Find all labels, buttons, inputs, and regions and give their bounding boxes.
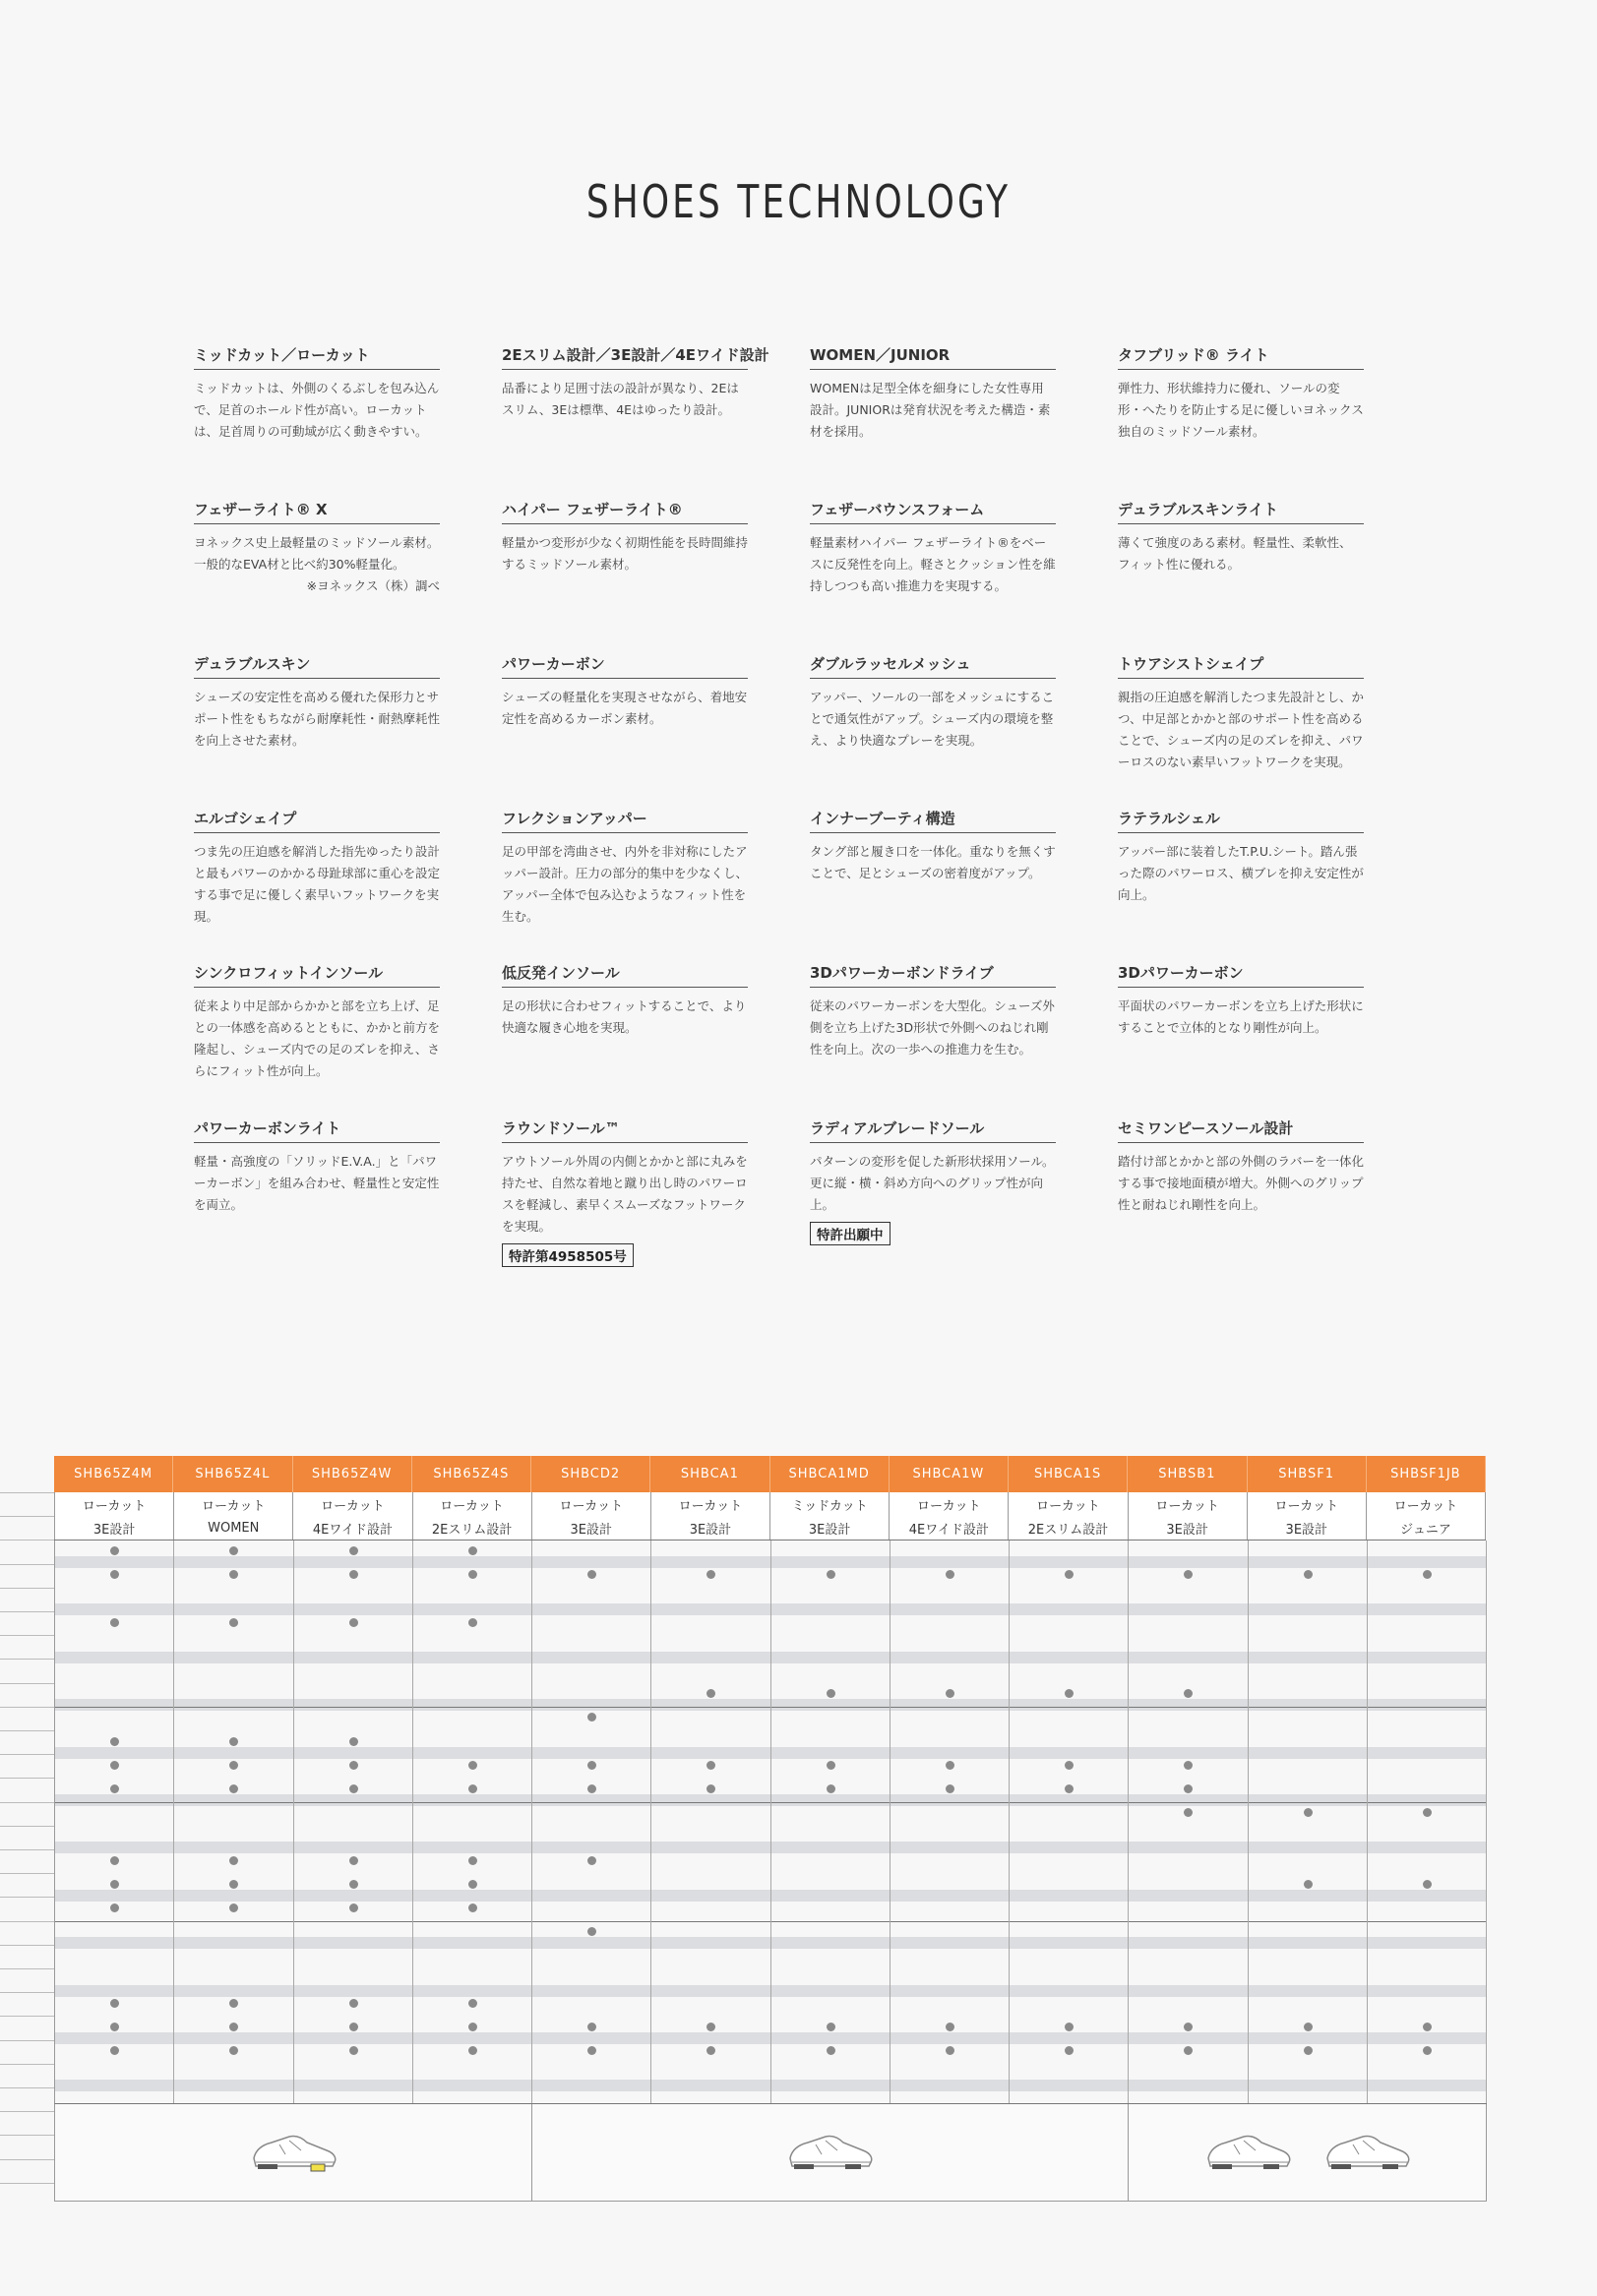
- technology-name: 2Eスリム設計／3E設計／4Eワイド設計: [502, 344, 748, 370]
- feature-dot: [1065, 1761, 1074, 1770]
- feature-dot: [229, 1737, 238, 1746]
- model-cut: ローカット: [1248, 1492, 1367, 1516]
- model-code: SHB65Z4S: [412, 1456, 531, 1492]
- model-cut: ローカット: [293, 1492, 412, 1516]
- feature-dot: [587, 1784, 596, 1793]
- technology-description: シューズの安定性を高める優れた保形力とサポート性をもちながら耐摩耗性・耐熱摩耗性を向上させた素材。: [194, 690, 441, 748]
- column-line: [1248, 1541, 1249, 2112]
- model-cut: ローカット: [651, 1492, 770, 1516]
- feature-dot: [1184, 1689, 1193, 1698]
- feature-dot: [468, 1618, 477, 1627]
- technology-description: 足の甲部を湾曲させ、内外を非対称にしたアッパー設計。圧力の部分的集中を少なくし、アッパー全体で包み込むようなフィット性を生む。: [502, 844, 749, 924]
- technology-item: [502, 344, 769, 421]
- feature-dot: [349, 1546, 358, 1555]
- footer-divider: [531, 2104, 532, 2201]
- model-fit: 2Eスリム設計: [1009, 1516, 1128, 1540]
- model-cut: ローカット: [1009, 1492, 1128, 1516]
- technology-description: アッパー部に装着したT.P.U.シート。踏ん張った際のパワーロス、横ブレを抑え安定性が向上。: [1118, 844, 1364, 902]
- feature-dot: [1065, 1570, 1074, 1579]
- technology-name: インナーブーティ構造: [810, 808, 1056, 833]
- feature-dot: [110, 1999, 119, 2008]
- column-line: [1367, 1541, 1368, 2112]
- technology-name: 低反発インソール: [502, 962, 748, 988]
- feature-dot: [110, 2046, 119, 2055]
- feature-dot: [468, 1761, 477, 1770]
- technology-item: [194, 808, 440, 928]
- feature-dot: [229, 1618, 238, 1627]
- technology-description: 平面状のパワーカーボンを立ち上げた形状にすることで立体的となり剛性が向上。: [1118, 998, 1364, 1035]
- feature-dot: [946, 1784, 954, 1793]
- model-code: SHBCA1S: [1009, 1456, 1128, 1492]
- model-code: SHBCA1: [650, 1456, 769, 1492]
- patent-badge: 特許第4958505号: [502, 1243, 634, 1267]
- shoe-outline-icon: [1323, 2129, 1412, 2180]
- technology-description: 親指の圧迫感を解消したつま先設計とし、かつ、中足部とかかと部のサポート性を高めることで、シューズ内の足のズレを抑え、パワーロスのない素早いフットワークを実現。: [1118, 690, 1365, 769]
- fit-row: [54, 1516, 1486, 1541]
- technology-name: WOMEN／JUNIOR: [810, 344, 1056, 370]
- feature-dot: [349, 1618, 358, 1627]
- column-line: [770, 1541, 771, 2112]
- feature-dot: [706, 1570, 715, 1579]
- feature-dot: [110, 1761, 119, 1770]
- row-stripe: [55, 2032, 1487, 2044]
- feature-dot: [349, 2023, 358, 2031]
- technology-name: 3Dパワーカーボンドライブ: [810, 962, 1056, 988]
- row-stripe: [55, 1794, 1487, 1806]
- feature-dot: [468, 2023, 477, 2031]
- feature-dot: [229, 1903, 238, 1912]
- technology-name: ラディアルブレードソール: [810, 1118, 1056, 1143]
- model-cut: ローカット: [890, 1492, 1009, 1516]
- technology-name: デュラブルスキン: [194, 653, 440, 679]
- row-stripe: [55, 1842, 1487, 1853]
- technology-name: デュラブルスキンライト: [1118, 499, 1364, 524]
- technology-description: タング部と履き口を一体化。重なりを無くすことで、足とシューズの密着度がアップ。: [810, 844, 1056, 880]
- feature-dot: [229, 1784, 238, 1793]
- table-margin: [0, 1456, 54, 2200]
- technology-description: 従来より中足部からかかと部を立ち上げ、足との一体感を高めるとともに、かかと前方を隆起し、シューズ内での足のズレを抑え、さらにフィット性が向上。: [194, 998, 441, 1078]
- feature-dot: [229, 2046, 238, 2055]
- feature-dot: [229, 1999, 238, 2008]
- technology-item: [810, 499, 1056, 597]
- feature-dot: [110, 1737, 119, 1746]
- model-cut: ローカット: [174, 1492, 293, 1516]
- feature-dot: [946, 2046, 954, 2055]
- feature-dot: [468, 1856, 477, 1865]
- column-line: [173, 1541, 174, 2112]
- technology-name: トウアシストシェイプ: [1118, 653, 1364, 679]
- feature-dot: [1423, 2023, 1432, 2031]
- technology-name: ハイパー フェザーライト®: [502, 499, 748, 524]
- model-fit: 3E設計: [54, 1516, 174, 1540]
- technology-item: [502, 962, 748, 1039]
- row-stripe: [55, 1556, 1487, 1568]
- feature-dot: [349, 1761, 358, 1770]
- feature-dot: [229, 2023, 238, 2031]
- feature-dot: [110, 1546, 119, 1555]
- model-header-row: [54, 1456, 1486, 1492]
- technology-item: [1118, 1118, 1364, 1216]
- model-code: SHB65Z4L: [173, 1456, 292, 1492]
- technology-name: エルゴシェイプ: [194, 808, 440, 833]
- feature-dot: [1065, 1784, 1074, 1793]
- footer-divider: [1128, 2104, 1129, 2201]
- row-stripe: [55, 1603, 1487, 1615]
- technology-description: ミッドカットは、外側のくるぶしを包み込んで、足首のホールド性が高い。ローカットは、足首周りの可動域が広く動きやすい。: [194, 381, 440, 439]
- feature-dot: [1184, 1570, 1193, 1579]
- technology-description: WOMENは足型全体を細身にした女性専用設計。JUNIORは発育状況を考えた構造・素材を採用。: [810, 381, 1051, 439]
- feature-dot: [587, 2023, 596, 2031]
- model-fit: 3E設計: [532, 1516, 651, 1540]
- column-line: [1009, 1541, 1010, 2112]
- row-stripe: [55, 1747, 1487, 1759]
- technology-name: パワーカーボン: [502, 653, 748, 679]
- technology-item: [1118, 499, 1364, 575]
- group-separator: [55, 1921, 1487, 1922]
- model-code: SHB65Z4M: [54, 1456, 173, 1492]
- model-fit: 3E設計: [1129, 1516, 1248, 1540]
- technology-item: [194, 344, 440, 443]
- feature-dot: [1423, 1570, 1432, 1579]
- feature-dot: [1423, 2046, 1432, 2055]
- technology-name: フェザーライト® X: [194, 499, 440, 524]
- feature-dot: [1184, 1808, 1193, 1817]
- feature-dot: [468, 1546, 477, 1555]
- technology-description: パターンの変形を促した新形状採用ソール。更に縦・横・斜め方向へのグリップ性が向上。: [810, 1154, 1055, 1212]
- feature-dot: [229, 1856, 238, 1865]
- technology-name: フェザーバウンスフォーム: [810, 499, 1056, 524]
- feature-dot: [1065, 1689, 1074, 1698]
- technology-description: 足の形状に合わせフィットすることで、より快適な履き心地を実現。: [502, 998, 747, 1035]
- group-separator: [55, 1802, 1487, 1803]
- model-cut: ローカット: [1367, 1492, 1486, 1516]
- feature-dot: [349, 1570, 358, 1579]
- feature-dot: [587, 1927, 596, 1936]
- technology-name: ミッドカット／ローカット: [194, 344, 440, 370]
- shoe-outline-icon: [1204, 2129, 1293, 2180]
- column-line: [293, 1541, 294, 2112]
- shoe-outline-icon: [250, 2129, 338, 2180]
- feature-dot: [468, 1999, 477, 2008]
- feature-dot: [706, 2046, 715, 2055]
- feature-dot: [229, 1880, 238, 1889]
- technology-description: 軽量かつ変形が少なく初期性能を長時間維持するミッドソール素材。: [502, 535, 749, 572]
- technology-description: 従来のパワーカーボンを大型化。シューズ外側を立ち上げた3D形状で外側へのねじれ剛性を向上。次の一歩への推進力を生む。: [810, 998, 1055, 1057]
- row-stripe: [55, 1985, 1487, 1997]
- technology-item: [1118, 808, 1364, 906]
- feature-dot: [827, 1570, 835, 1579]
- model-fit: 3E設計: [770, 1516, 890, 1540]
- model-cut: ローカット: [54, 1492, 174, 1516]
- feature-dot: [1423, 1880, 1432, 1889]
- technology-name: タフブリッド® ライト: [1118, 344, 1364, 370]
- feature-dot: [946, 1570, 954, 1579]
- model-feature-table: [54, 1456, 1486, 2200]
- feature-dot: [110, 1570, 119, 1579]
- feature-dot: [706, 1689, 715, 1698]
- technology-item: [502, 653, 748, 730]
- model-fit: ジュニア: [1367, 1516, 1486, 1540]
- technology-name: セミワンピースソール設計: [1118, 1118, 1364, 1143]
- feature-dot: [110, 1903, 119, 1912]
- technology-name: ラウンドソール™: [502, 1118, 748, 1143]
- technology-description: つま先の圧迫感を解消した指先ゆったり設計と最もパワーのかかる母趾球部に重心を設定する事で足に優しく素早いフットワークを実現。: [194, 844, 441, 924]
- row-stripe: [55, 1937, 1487, 1949]
- model-code: SHBSF1JB: [1367, 1456, 1486, 1492]
- model-cut: ローカット: [532, 1492, 651, 1516]
- technology-item: [194, 962, 440, 1082]
- feature-dot: [349, 1856, 358, 1865]
- feature-dot: [1065, 2023, 1074, 2031]
- feature-dot: [229, 1761, 238, 1770]
- technology-description: 踏付け部とかかと部の外側のラバーを一体化する事で接地面積が増大。外側へのグリップ性と耐ねじれ剛性を向上。: [1118, 1154, 1365, 1212]
- feature-dot: [349, 1737, 358, 1746]
- technology-description: 薄くて強度のある素材。軽量性、柔軟性、フィット性に優れる。: [1118, 535, 1352, 572]
- feature-dot: [1304, 2023, 1313, 2031]
- technology-name: ダブルラッセルメッシュ: [810, 653, 1056, 679]
- model-code: SHBCA1W: [890, 1456, 1009, 1492]
- column-line: [1486, 1541, 1487, 2112]
- technology-item: [502, 808, 748, 928]
- feature-dot: [349, 2046, 358, 2055]
- feature-dot: [110, 1618, 119, 1627]
- feature-dot: [468, 1880, 477, 1889]
- group-separator: [55, 1707, 1487, 1708]
- feature-dot: [1304, 1880, 1313, 1889]
- feature-dot: [706, 1784, 715, 1793]
- feature-dot: [827, 1689, 835, 1698]
- cut-row: [54, 1492, 1486, 1517]
- feature-dot: [349, 1903, 358, 1912]
- feature-dot: [587, 1856, 596, 1865]
- feature-dot: [587, 2046, 596, 2055]
- column-line: [650, 1541, 651, 2112]
- technology-item: [194, 1118, 440, 1216]
- column-line: [412, 1541, 413, 2112]
- feature-grid: [54, 1541, 1487, 2112]
- feature-dot: [587, 1713, 596, 1722]
- technology-name: 3Dパワーカーボン: [1118, 962, 1364, 988]
- model-code: SHBCD2: [531, 1456, 650, 1492]
- technology-item: [502, 499, 748, 575]
- technology-item: [1118, 653, 1364, 773]
- patent-badge: 特許出願中: [810, 1222, 891, 1245]
- feature-dot: [946, 1689, 954, 1698]
- feature-dot: [110, 1784, 119, 1793]
- feature-dot: [349, 1999, 358, 2008]
- row-stripe: [55, 1652, 1487, 1663]
- feature-dot: [349, 1784, 358, 1793]
- feature-dot: [1184, 1761, 1193, 1770]
- feature-dot: [827, 2046, 835, 2055]
- model-cut: ローカット: [1129, 1492, 1248, 1516]
- technology-description: 弾性力、形状維持力に優れ、ソールの変形・へたりを防止する足に優しいヨネックス独自のミッドソール素材。: [1118, 381, 1364, 439]
- technology-item: [810, 653, 1056, 752]
- technology-item: [194, 653, 440, 752]
- feature-dot: [468, 2046, 477, 2055]
- feature-dot: [827, 1761, 835, 1770]
- row-stripe: [55, 2080, 1487, 2091]
- shoe-outline-row: [54, 2103, 1487, 2202]
- technology-item: [810, 344, 1056, 443]
- model-fit: 2Eスリム設計: [413, 1516, 532, 1540]
- feature-dot: [1423, 1808, 1432, 1817]
- technology-description: アッパー、ソールの一部をメッシュにすることで通気性がアップ。シューズ内の環境を整え、より快適なプレーを実現。: [810, 690, 1055, 748]
- feature-dot: [1184, 2046, 1193, 2055]
- feature-dot: [1065, 2046, 1074, 2055]
- technology-note: ※ヨネックス（株）調べ: [306, 578, 440, 593]
- technology-item: [502, 1118, 748, 1267]
- feature-dot: [1304, 2046, 1313, 2055]
- feature-dot: [1184, 1784, 1193, 1793]
- technology-description: シューズの軽量化を実現させながら、着地安定性を高めるカーボン素材。: [502, 690, 748, 726]
- technology-item: [194, 499, 440, 597]
- feature-dot: [1304, 1570, 1313, 1579]
- technology-item: [810, 808, 1056, 884]
- technology-item: [1118, 344, 1364, 443]
- column-line: [890, 1541, 891, 2112]
- row-stripe: [55, 1699, 1487, 1711]
- model-code: SHBSF1: [1248, 1456, 1367, 1492]
- feature-dot: [587, 1570, 596, 1579]
- row-stripe: [55, 1890, 1487, 1902]
- feature-dot: [706, 2023, 715, 2031]
- feature-dot: [587, 1761, 596, 1770]
- model-cut: ミッドカット: [770, 1492, 890, 1516]
- model-code: SHBCA1MD: [770, 1456, 890, 1492]
- feature-dot: [110, 1856, 119, 1865]
- technology-name: フレクションアッパー: [502, 808, 748, 833]
- feature-dot: [229, 1546, 238, 1555]
- shoe-outline-icon: [786, 2129, 875, 2180]
- column-line: [1128, 1541, 1129, 2112]
- footer-divider: [1486, 2104, 1487, 2201]
- technology-name: ラテラルシェル: [1118, 808, 1364, 833]
- technology-item: [810, 962, 1056, 1060]
- model-fit: 3E設計: [651, 1516, 770, 1540]
- technology-description: 品番により足囲寸法の設計が異なり、2Eはスリム、3Eは標準、4Eはゆったり設計。: [502, 381, 739, 417]
- model-code: SHB65Z4W: [293, 1456, 412, 1492]
- feature-dot: [946, 2023, 954, 2031]
- technology-name: シンクロフィットインソール: [194, 962, 440, 988]
- model-code: SHBSB1: [1128, 1456, 1247, 1492]
- model-cut: ローカット: [413, 1492, 532, 1516]
- technology-description: 軽量・高強度の「ソリッドE.V.A.」と「パワーカーボン」を組み合わせ、軽量性と安定性を両立。: [194, 1154, 440, 1212]
- technology-description: 軽量素材ハイパー フェザーライト®をベースに反発性を向上。軽さとクッション性を維持しつつも高い推進力を実現する。: [810, 535, 1056, 593]
- model-fit: 4Eワイド設計: [293, 1516, 412, 1540]
- feature-dot: [468, 1570, 477, 1579]
- technology-name: パワーカーボンライト: [194, 1118, 440, 1143]
- feature-dot: [229, 1570, 238, 1579]
- feature-dot: [827, 2023, 835, 2031]
- technology-description: ヨネックス史上最軽量のミッドソール素材。一般的なEVA材と比べ約30%軽量化。: [194, 535, 440, 572]
- feature-dot: [706, 1761, 715, 1770]
- feature-dot: [946, 1761, 954, 1770]
- column-line: [531, 1541, 532, 2112]
- feature-dot: [349, 1880, 358, 1889]
- feature-dot: [110, 2023, 119, 2031]
- page-title: SHOES TECHNOLOGY: [585, 175, 1012, 228]
- feature-dot: [827, 1784, 835, 1793]
- model-fit: 4Eワイド設計: [890, 1516, 1009, 1540]
- feature-dot: [1304, 1808, 1313, 1817]
- feature-dot: [468, 1784, 477, 1793]
- technology-item: [1118, 962, 1364, 1039]
- model-fit: WOMEN: [174, 1516, 293, 1540]
- technology-item: [810, 1118, 1056, 1245]
- feature-dot: [468, 1903, 477, 1912]
- technology-description: アウトソール外周の内側とかかと部に丸みを持たせ、自然な着地と蹴り出し時のパワーロスを軽減し、素早くスムーズなフットワークを実現。: [502, 1154, 748, 1234]
- feature-dot: [1184, 2023, 1193, 2031]
- feature-dot: [110, 1880, 119, 1889]
- model-fit: 3E設計: [1248, 1516, 1367, 1540]
